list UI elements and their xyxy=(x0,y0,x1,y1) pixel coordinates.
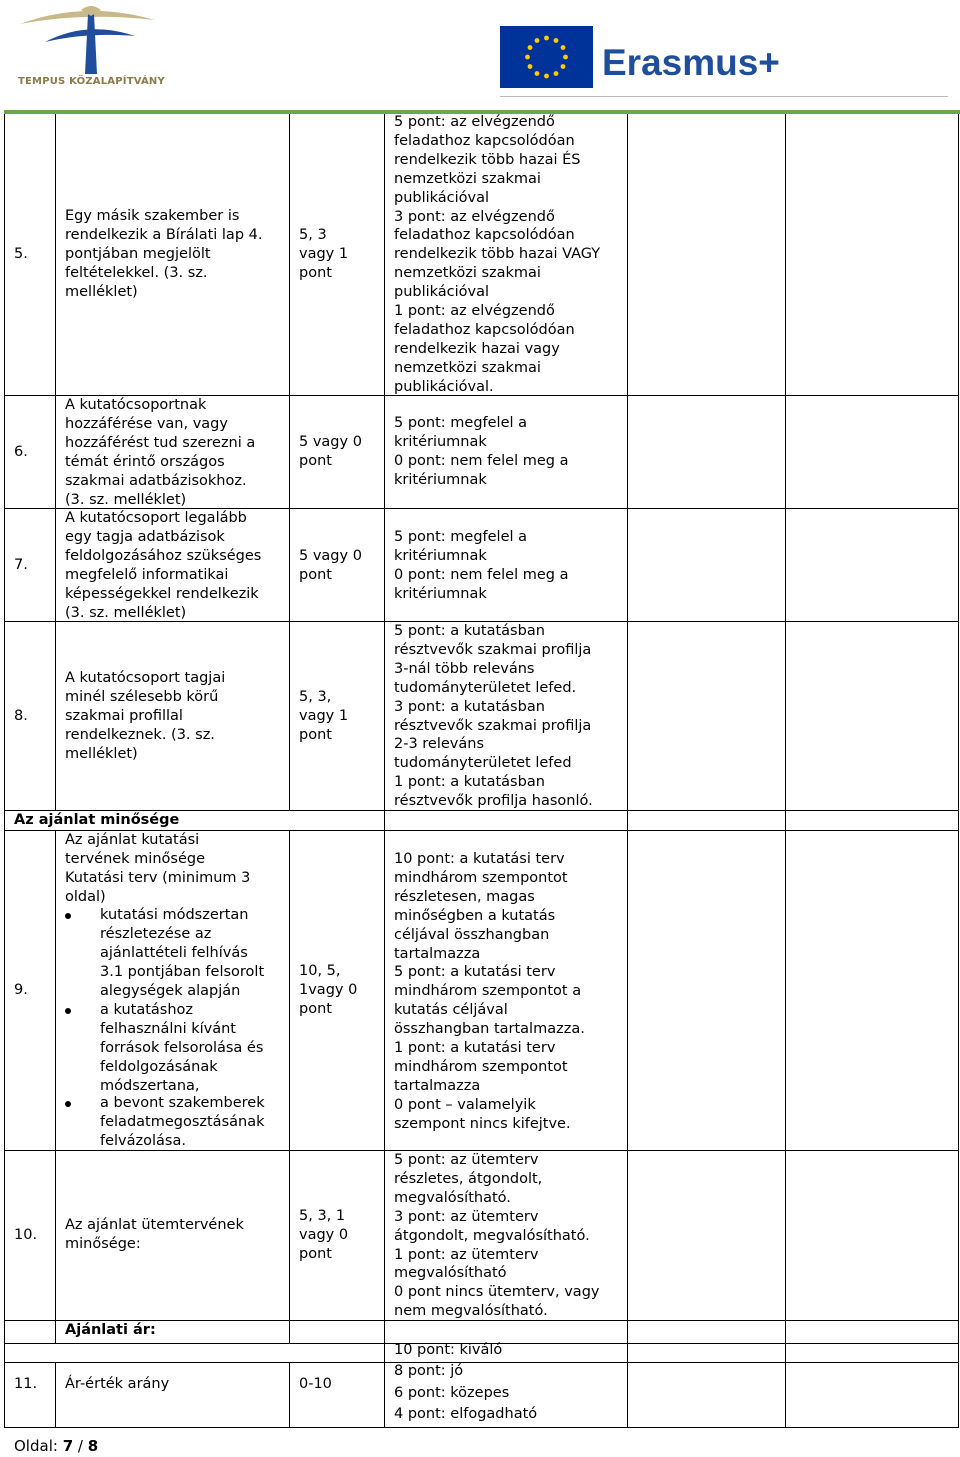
bullet-item: a bevont szakemberek feladatmegosztásának felvázolása. xyxy=(100,1095,265,1149)
row-scoring: 5 pont: az elvégzendő feladathoz kapcsolódóan rendelkezik több hazai ÉS nemzetközi szakmai publikációval 3 pont: az elvégzendő feladathoz kapcsolódóan rendelkezik több hazai VAGY nemzetközi szakmai publikációval 1 pont: az elvégzendő feladathoz kapcsolódóan rendelkezik hazai vagy nemzetközi szakmai publikációval. xyxy=(394,114,601,395)
row-number: 8. xyxy=(14,708,28,724)
row-scoring: 5 pont: a kutatásban résztvevők szakmai profilja 3-nál több releváns tudományterületet lefed. 3 pont: a kutatásban résztvevők szakmai profilja 2-3 releváns tudományterületet lefed 1 pont: a kutatásban résztvevők profilja hasonló. xyxy=(394,623,593,810)
row-number: 9. xyxy=(14,982,28,998)
col-divider xyxy=(289,1362,290,1427)
erasmus-logo-text: Erasmus+ xyxy=(602,42,780,83)
row-number: 5. xyxy=(14,246,28,262)
row-criterion: A kutatócsoportnak hozzáférése van, vagy hozzáférést tud szerezni a témát érintő országos szakmai adatbázisokhoz. (3. sz. melléklet) xyxy=(65,397,256,508)
page-label: Oldal: xyxy=(14,1437,58,1455)
table-border-right xyxy=(958,114,959,1427)
row-points: 5, 3 vagy 1 pont xyxy=(299,227,349,281)
eu-flag-icon xyxy=(500,26,593,88)
row-number: 6. xyxy=(14,444,28,460)
tempus-label: TEMPUS KÖZALAPÍTVÁNY xyxy=(18,76,165,87)
bullet-icon xyxy=(65,1101,71,1107)
col-divider xyxy=(785,114,786,1427)
page-header xyxy=(0,0,960,110)
bullet-icon xyxy=(65,913,71,919)
row-scoring: 5 pont: megfelel a kritériumnak 0 pont: nem felel meg a kritériumnak xyxy=(394,529,569,602)
row-points: 5, 3, vagy 1 pont xyxy=(299,689,349,743)
row-number: 10. xyxy=(14,1227,38,1243)
table-border-left xyxy=(4,114,5,1427)
page-current: 7 xyxy=(62,1437,74,1455)
section-heading-quality: Az ajánlat minősége xyxy=(14,812,180,828)
row-divider xyxy=(4,1427,959,1428)
bullet-item: a kutatáshoz felhasználni kívánt források felsorolása és feldolgozásának módszertana, xyxy=(100,1002,264,1094)
page-total: 8 xyxy=(87,1437,99,1455)
col-divider xyxy=(55,114,56,810)
row-criterion: Egy másik szakember is rendelkezik a Bírálati lap 4. pontjában megjelölt feltételekkel. (3. sz. melléklet) xyxy=(65,208,263,300)
col-divider xyxy=(289,114,290,810)
row-points: 5, 3, 1 vagy 0 pont xyxy=(299,1208,349,1262)
row-points: 0-10 xyxy=(299,1376,332,1392)
page-footer xyxy=(14,1437,98,1455)
row-criterion: A kutatócsoport legalább egy tagja adatbázisok feldolgozásához szükséges megfelelő informatikai képességekkel rendelkezik (3. sz. melléklet) xyxy=(65,510,262,621)
row-criterion: Az ajánlat ütemtervének minősége: xyxy=(65,1217,244,1252)
bullet-icon xyxy=(65,1008,71,1014)
col-divider xyxy=(289,830,290,1343)
tempus-emblem-icon xyxy=(15,2,165,82)
row-number: 7. xyxy=(14,557,28,573)
row-scoring: 5 pont: megfelel a kritériumnak 0 pont: nem felel meg a kritériumnak xyxy=(394,415,569,488)
row-criterion: Az ajánlat kutatási tervének minősége Kutatási terv (minimum 3 oldal) xyxy=(65,832,251,905)
header-rule xyxy=(500,96,948,97)
row-criterion: Ár-érték arány xyxy=(65,1376,170,1392)
bullet-item: kutatási módszertan részletezése az ajánlattételi felhívás 3.1 pontjában felsorolt alegységek alapján xyxy=(100,907,265,999)
page-separator: / xyxy=(77,1437,83,1455)
col-divider xyxy=(384,114,385,1427)
row-scoring: 10 pont: a kutatási terv mindhárom szempontot részletesen, magas minőségben a kutatás céljával összhangban tartalmazza 5 pont: a kutatási terv mindhárom szempontot a kutatás céljával összhangban tartalmazza. 1 pont: a kutatási terv mindhárom szempontot tartalmazza 0 pont – valamelyik szempont nincs kifejtve. xyxy=(394,851,585,1132)
section-heading-price: Ajánlati ár: xyxy=(65,1322,156,1338)
row-number: 11. xyxy=(14,1376,38,1392)
col-divider xyxy=(55,1362,56,1427)
row-criterion: A kutatócsoport tagjai minél szélesebb körű szakmai profillal rendelkeznek. (3. sz. melléklet) xyxy=(65,670,226,762)
row-scoring: 5 pont: az ütemterv részletes, átgondolt, megvalósítható. 3 pont: az ütemterv átgondolt, megvalósítható. 1 pont: az ütemterv megvalósítható 0 pont nincs ütemterv, vagy nem megvalósítható. xyxy=(394,1152,600,1320)
col-divider xyxy=(627,114,628,1427)
row-scoring: 10 pont: kiváló 8 pont: jó 6 pont: közepes 4 pont: elfogadható xyxy=(394,1342,538,1423)
row-points: 5 vagy 0 pont xyxy=(299,548,362,583)
col-divider xyxy=(55,830,56,1343)
row-points: 10, 5, 1vagy 0 pont xyxy=(299,963,358,1017)
row-points: 5 vagy 0 pont xyxy=(299,434,362,469)
